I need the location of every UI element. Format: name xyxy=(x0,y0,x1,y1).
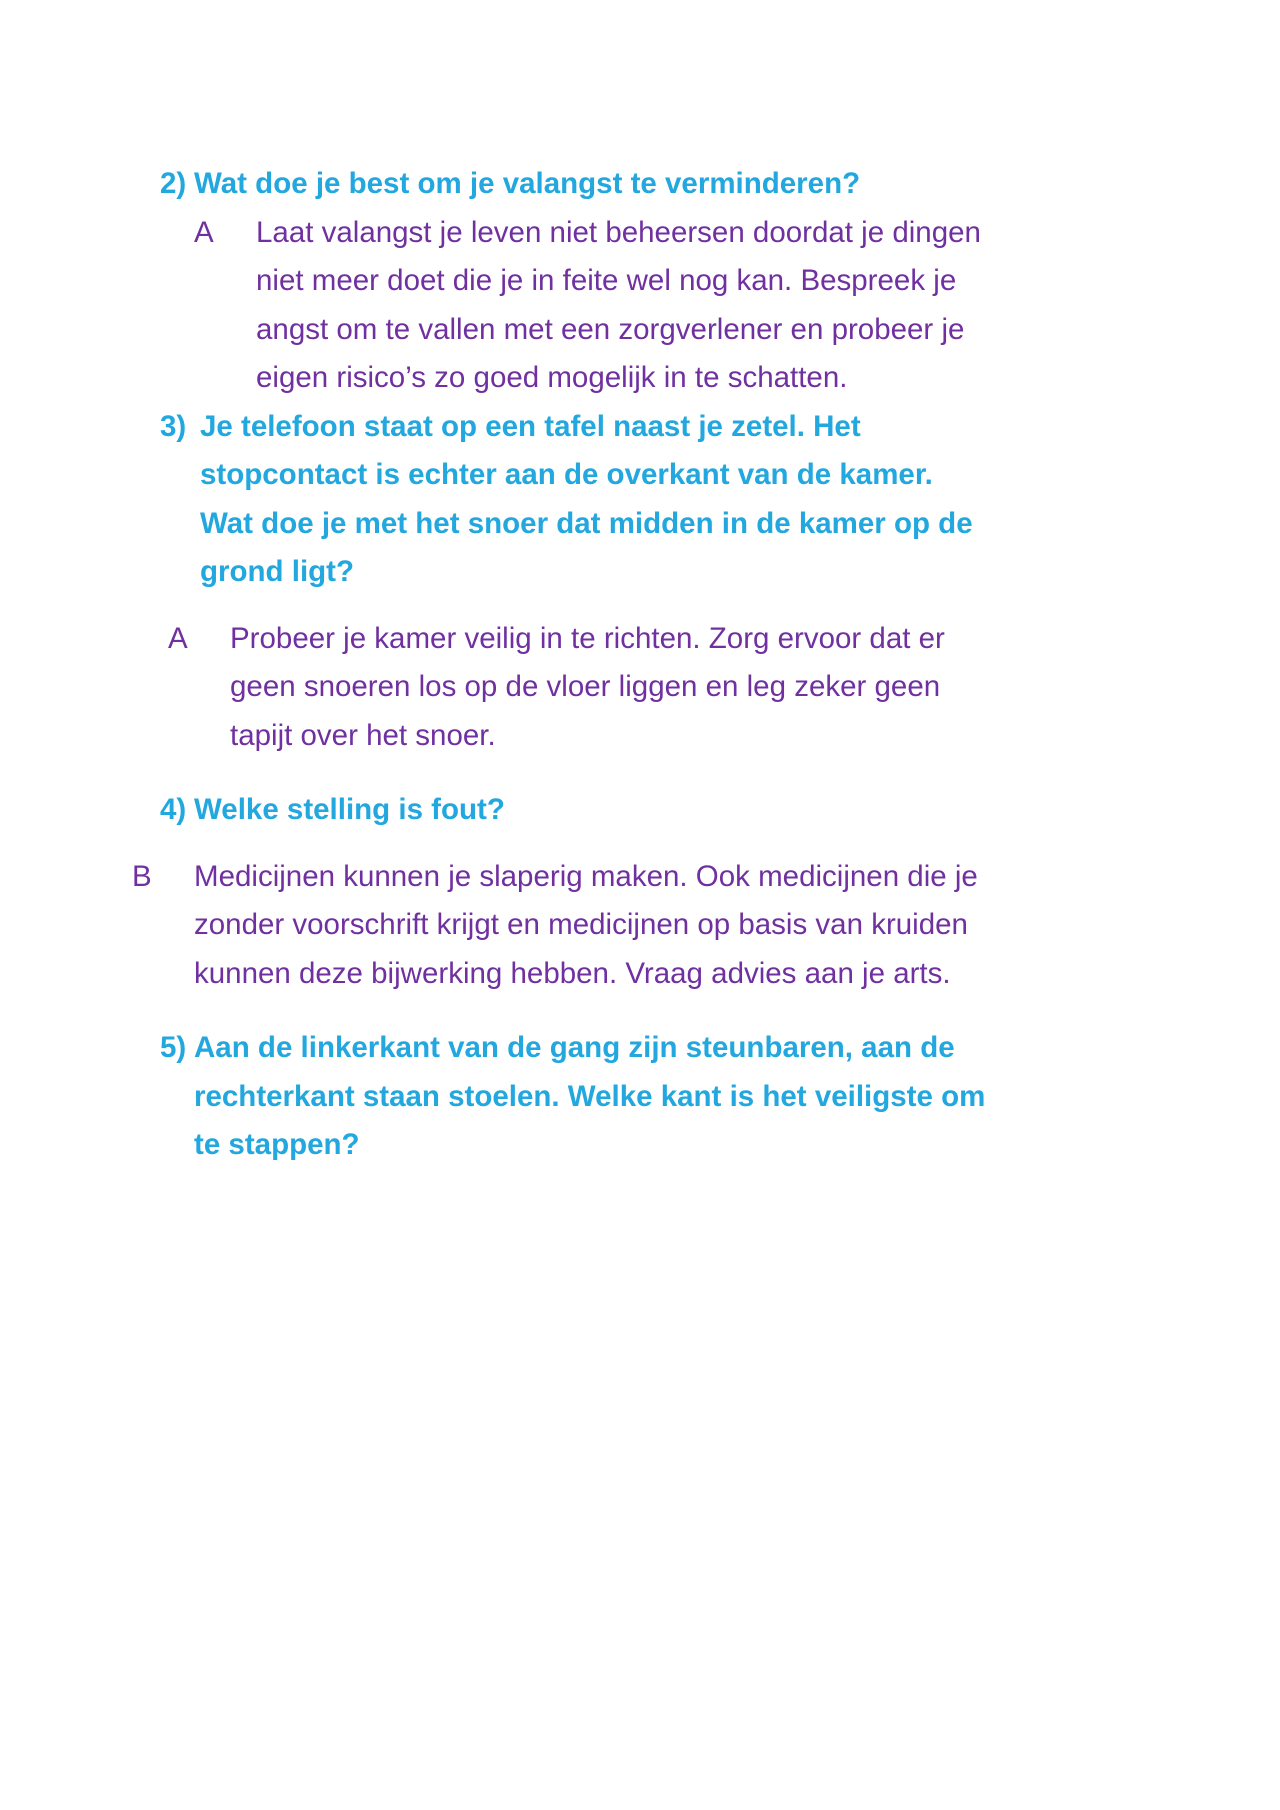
question-item-2 xyxy=(160,160,990,209)
spacer xyxy=(160,835,990,853)
answer-letter-4b: B xyxy=(132,859,152,893)
question-number-2: 2) xyxy=(160,167,187,200)
answer-item-4b xyxy=(132,853,990,999)
answer-item-3a xyxy=(168,615,990,761)
question-item-4 xyxy=(160,786,990,835)
answer-text-4b: Medicijnen kunnen je slaperig maken. Ook medicijnen die je zonder voorschrift krijgt en medicijnen op basis van kruiden kunnen deze bijwerking hebben. Vraag advies aan je arts. xyxy=(194,859,978,990)
question-item-5 xyxy=(160,1024,990,1170)
answer-text-2a: Laat valangst je leven niet beheersen doordat je dingen niet meer doet die je in feite wel nog kan. Bespreek je angst om te vallen met een zorgverlener en probeer je eigen risico’s zo goed mogelijk in te schatten. xyxy=(256,215,981,394)
question-number-5: 5) xyxy=(160,1031,187,1064)
answer-letter-3a: A xyxy=(168,621,188,655)
answer-item-2a xyxy=(194,209,990,403)
answer-text-3a: Probeer je kamer veilig in te richten. Zorg ervoor dat er geen snoeren los op de vloer liggen en leg zeker geen tapijt over het snoer. xyxy=(230,621,945,752)
question-item-3 xyxy=(160,403,990,597)
answer-letter-2a: A xyxy=(194,215,214,249)
spacer xyxy=(160,998,990,1024)
spacer xyxy=(160,597,990,615)
question-text-2: Wat doe je best om je valangst te verminderen? xyxy=(194,167,861,200)
question-text-5: Aan de linkerkant van de gang zijn steunbaren, aan de rechterkant staan stoelen. Welke kant is het veiligste om te stappen? xyxy=(194,1031,986,1161)
question-text-3: Je telefoon staat op een tafel naast je zetel. Het stopcontact is echter aan de overkant van de kamer. Wat doe je met het snoer dat midden in de kamer op de grond ligt? xyxy=(200,409,973,588)
question-number-4: 4) xyxy=(160,793,187,826)
spacer xyxy=(160,760,990,786)
question-text-4: Welke stelling is fout? xyxy=(194,793,505,826)
question-number-3: 3) xyxy=(160,409,187,443)
